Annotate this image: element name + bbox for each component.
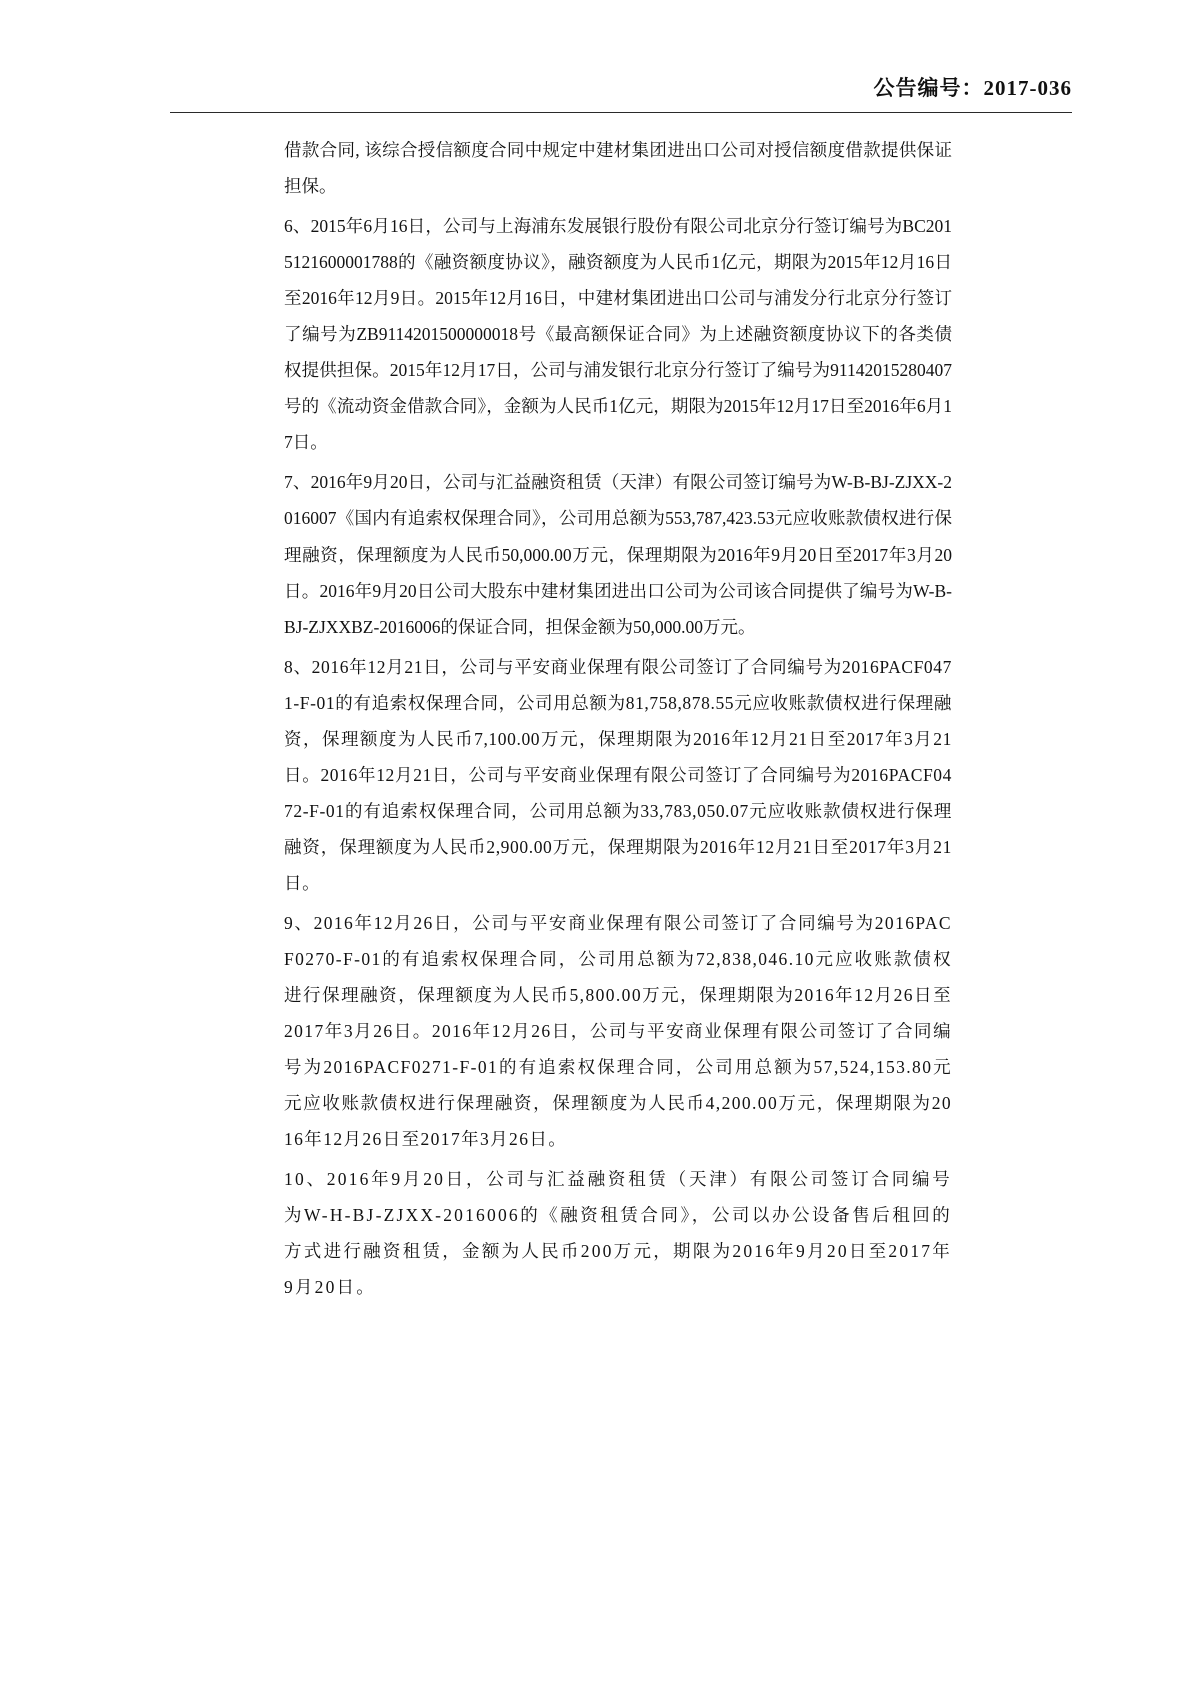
announcement-number: 公告编号：2017-036 (873, 76, 1072, 100)
header-divider (170, 112, 1072, 113)
document-body (284, 132, 952, 1310)
page-header (170, 72, 1072, 112)
paragraph-item-7: 7、2016年9月20日，公司与汇益融资租赁（天津）有限公司签订编号为W-B-BJ-ZJXX-2016007《国内有追索权保理合同》，公司用总额为553,787,423.53元应收账款债权进行保理融资，保理额度为人民币50,000.00万元，保理期限为2016年9月20日至2017年3月20日。2016年9月20日公司大股东中建材集团进出口公司为公司该合同提供了编号为W-B-BJ-ZJXXBZ-2016006的保证合同，担保金额为50,000.00万元。 (284, 472, 952, 637)
paragraph-item-9: 9、2016年12月26日，公司与平安商业保理有限公司签订了合同编号为2016PACF0270-F-01的有追索权保理合同，公司用总额为72,838,046.10元应收账款债权进行保理融资，保理额度为人民币5,800.00万元，保理期限为2016年12月26日至2017年3月26日。2016年12月26日，公司与平安商业保理有限公司签订了合同编号为2016PACF0271-F-01的有追索权保理合同，公司用总额为57,524,153.80元元应收账款债权进行保理融资，保理额度为人民币4,200.00万元，保理期限为2016年12月26日至2017年3月26日。 (284, 912, 952, 1150)
paragraph-item-8: 8、2016年12月21日，公司与平安商业保理有限公司签订了合同编号为2016PACF0471-F-01的有追索权保理合同，公司用总额为81,758,878.55元应收账款债权进行保理融资，保理额度为人民币7,100.00万元，保理期限为2016年12月21日至2017年3月21日。2016年12月21日，公司与平安商业保理有限公司签订了合同编号为2016PACF0472-F-01的有追索权保理合同，公司用总额为33,783,050.07元应收账款债权进行保理融资，保理额度为人民币2,900.00万元，保理期限为2016年12月21日至2017年3月21日。 (284, 656, 952, 893)
paragraph-continuation: 借款合同, 该综合授信额度合同中规定中建材集团进出口公司对授信额度借款提供保证担保。 (284, 140, 952, 197)
paragraph-item-6: 6、2015年6月16日，公司与上海浦东发展银行股份有限公司北京分行签订编号为BC2015121600001788的《融资额度协议》，融资额度为人民币1亿元，期限为2015年12月16日至2016年12月9日。2015年12月16日，中建材集团进出口公司与浦发分行北京分行签订了编号为ZB9114201500000018号《最高额保证合同》为上述融资额度协议下的各类债权提供担保。2015年12月17日，公司与浦发银行北京分行签订了编号为91142015280407号的《流动资金借款合同》，金额为人民币1亿元，期限为2015年12月17日至2016年6月17日。 (284, 216, 952, 453)
paragraph-item-10: 10、2016年9月20日，公司与汇益融资租赁（天津）有限公司签订合同编号为W-H-BJ-ZJXX-2016006的《融资租赁合同》，公司以办公设备售后租回的方式进行融资租赁，金额为人民币200万元，期限为2016年9月20日至2017年9月20日。 (284, 1169, 952, 1298)
